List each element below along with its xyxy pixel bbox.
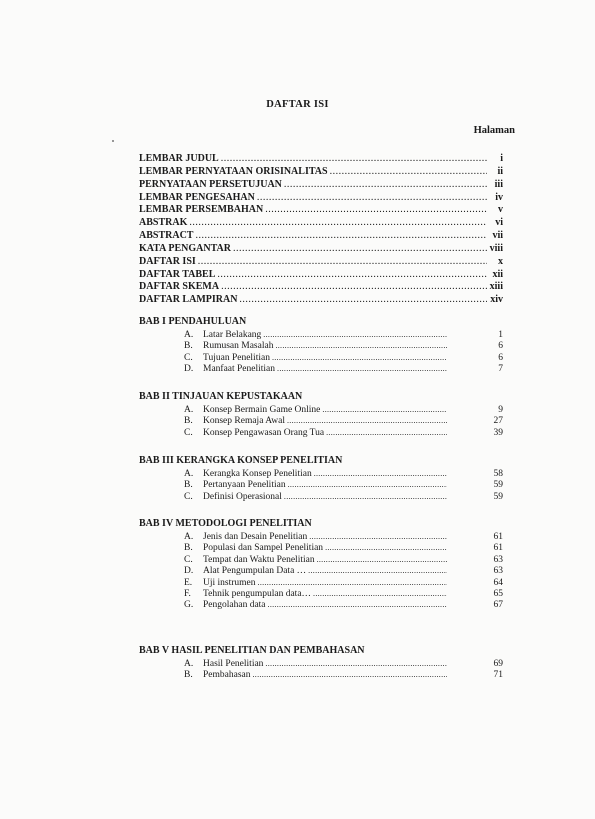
dot-leader: [322, 405, 447, 414]
chapter-block: [139, 455, 503, 503]
toc-entry: [139, 153, 503, 166]
subentry-page: 6: [498, 352, 503, 363]
subentry-label: Konsep Remaja Awal: [203, 416, 285, 427]
toc-entry-page: iv: [495, 191, 503, 203]
subentry-letter: C.: [184, 427, 193, 438]
chapter-heading: BAB II TINJAUAN KEPUSTAKAAN: [139, 391, 303, 402]
dot-leader: [265, 659, 447, 668]
toc-subentry: [139, 480, 503, 491]
toc-subentry: [139, 532, 503, 543]
dot-leader: [272, 353, 447, 362]
dot-leader: [257, 192, 487, 203]
dot-leader: [195, 230, 487, 241]
dot-leader: [314, 469, 447, 478]
subentry-letter: G.: [184, 600, 194, 611]
subentry-letter: C.: [184, 352, 193, 363]
dot-leader: [288, 480, 447, 489]
subentry-letter: B.: [184, 670, 193, 681]
subentry-page: 61: [493, 532, 503, 542]
toc-entry-page: x: [498, 255, 503, 267]
toc-entry-page: xii: [492, 268, 503, 280]
toc-entry: [139, 256, 503, 269]
subentry-label: Tempat dan Waktu Penelitian: [203, 554, 315, 565]
page-title: DAFTAR ISI: [266, 99, 329, 110]
toc-subentry: [139, 659, 503, 670]
toc-subentry: [139, 566, 503, 577]
subentry-letter: F.: [184, 588, 191, 599]
subentry-letter: C.: [184, 554, 193, 565]
scan-speck: [112, 140, 114, 142]
dot-leader: [253, 670, 448, 679]
subentry-page: 6: [498, 341, 503, 352]
dot-leader: [330, 166, 487, 177]
subentry-letter: A.: [184, 659, 194, 669]
toc-entry-page: iii: [494, 178, 503, 190]
toc-subentry: [139, 555, 503, 566]
subentry-page: 67: [493, 600, 503, 611]
subentry-letter: B.: [184, 341, 193, 352]
toc-entry-label: ABSTRAK: [139, 217, 188, 229]
chapter-heading: BAB V HASIL PENELITIAN DAN PEMBAHASAN: [139, 645, 365, 656]
subentry-page: 63: [493, 566, 503, 577]
subentry-letter: D.: [184, 364, 194, 375]
subentry-letter: D.: [184, 566, 194, 577]
subentry-letter: B.: [184, 480, 193, 491]
subentry-letter: B.: [184, 543, 193, 554]
subentry-label: Rumusan Masalah: [203, 341, 274, 352]
subentry-label: Tujuan Penelitian: [203, 352, 270, 363]
subentry-label: Jenis dan Desain Penelitian: [203, 532, 308, 542]
subentry-label: Hasil Penelitian: [203, 659, 264, 669]
subentry-label: Uji instrumen: [203, 577, 256, 588]
toc-subentry: [139, 341, 503, 352]
toc-entry-label: LEMBAR PERNYATAAN ORISINALITAS: [139, 165, 328, 177]
toc-entry-page: xiii: [489, 281, 503, 293]
subentry-page: 59: [493, 491, 503, 502]
subentry-page: 61: [493, 543, 503, 554]
toc-entry-label: DAFTAR TABEL: [139, 268, 216, 280]
dot-leader: [263, 330, 447, 339]
toc-subentry: [139, 578, 503, 589]
subentry-label: Konsep Bermain Game Online: [203, 405, 321, 415]
subentry-label: Kerangka Konsep Penelitian: [203, 469, 312, 479]
subentry-label: Pembahasan: [203, 670, 251, 681]
toc-entry-page: vii: [492, 230, 503, 242]
subentry-letter: A.: [184, 532, 194, 542]
page-column-label: Halaman: [473, 125, 515, 136]
subentry-page: 58: [493, 469, 503, 479]
chapter-heading: BAB III KERANGKA KONSEP PENELITIAN: [139, 455, 343, 466]
toc-entry: [139, 243, 503, 256]
dot-leader: [313, 589, 447, 598]
toc-entry-label: DAFTAR LAMPIRAN: [139, 294, 238, 306]
toc-entry: [139, 204, 503, 217]
toc-entry: [139, 294, 503, 307]
subentry-page: 59: [493, 480, 503, 491]
toc-entry-label: DAFTAR SKEMA: [139, 281, 220, 293]
dot-leader: [189, 217, 487, 228]
dot-leader: [221, 281, 487, 292]
dot-leader: [217, 269, 487, 280]
dot-leader: [308, 566, 447, 575]
dot-leader: [221, 153, 487, 164]
dot-leader: [317, 555, 447, 564]
toc-entry-page: ii: [497, 165, 503, 177]
dot-leader: [284, 492, 447, 501]
subentry-label: Pengolahan data: [203, 600, 266, 611]
toc-entry-label: PERNYATAAN PERSETUJUAN: [139, 178, 282, 190]
dot-leader: [268, 600, 447, 609]
subentry-label: Definisi Operasional: [203, 491, 282, 502]
toc-subentry: [139, 589, 503, 600]
subentry-page: 39: [493, 427, 503, 438]
toc-subentry: [139, 364, 503, 375]
toc-entry-page: viii: [489, 242, 503, 254]
dot-leader: [198, 256, 487, 267]
dot-leader: [277, 364, 447, 373]
toc-entry: [139, 192, 503, 205]
toc-entry-label: ABSTRACT: [139, 230, 194, 242]
dot-leader: [239, 294, 487, 305]
subentry-letter: A.: [184, 405, 194, 415]
front-matter-list: [139, 153, 503, 307]
toc-subentry: [139, 469, 503, 480]
toc-subentry: [139, 405, 503, 416]
dot-leader: [233, 243, 487, 254]
chapter-block: [139, 316, 503, 376]
subentry-label: Latar Belakang: [203, 330, 262, 340]
subentry-page: 7: [498, 364, 503, 375]
toc-entry-page: xiv: [490, 294, 503, 306]
chapter-heading: BAB I PENDAHULUAN: [139, 316, 247, 327]
toc-subentry: [139, 543, 503, 554]
subentry-page: 9: [498, 405, 503, 415]
dot-leader: [287, 416, 447, 425]
chapter-block: [139, 391, 503, 439]
dot-leader: [309, 532, 447, 541]
toc-subentry: [139, 428, 503, 439]
subentry-label: Alat Pengumpulan Data …: [203, 566, 307, 577]
toc-subentry: [139, 416, 503, 427]
subentry-label: Manfaat Penelitian: [203, 364, 276, 375]
toc-entry-label: LEMBAR PERSEMBAHAN: [139, 204, 264, 216]
toc-entry-page: vi: [495, 217, 503, 229]
chapter-heading: BAB IV METODOLOGI PENELITIAN: [139, 518, 312, 529]
dot-leader: [325, 543, 447, 552]
subentry-label: Populasi dan Sampel Penelitian: [203, 543, 324, 554]
chapter-block: [139, 518, 503, 612]
dot-leader: [265, 204, 487, 215]
toc-subentry: [139, 670, 503, 681]
toc-entry-label: DAFTAR ISI: [139, 255, 196, 267]
toc-entry: [139, 281, 503, 294]
subentry-label: Tehnik pengumpulan data…: [203, 588, 312, 599]
subentry-letter: A.: [184, 469, 194, 479]
dot-leader: [284, 179, 487, 190]
subentry-label: Konsep Pengawasan Orang Tua: [203, 427, 325, 438]
toc-entry: [139, 217, 503, 230]
toc-entry: [139, 269, 503, 282]
toc-entry: [139, 179, 503, 192]
toc-entry-label: LEMBAR JUDUL: [139, 153, 219, 164]
subentry-letter: B.: [184, 416, 193, 427]
subentry-letter: A.: [184, 330, 194, 340]
toc-subentry: [139, 600, 503, 611]
toc-subentry: [139, 492, 503, 503]
toc-entry-label: KATA PENGANTAR: [139, 242, 231, 254]
dot-leader: [326, 428, 447, 437]
subentry-page: 63: [493, 554, 503, 565]
chapter-block: [139, 645, 503, 682]
dot-leader: [275, 341, 447, 350]
subentry-letter: C.: [184, 491, 193, 502]
subentry-page: 1: [498, 330, 503, 340]
toc-entry: [139, 166, 503, 179]
subentry-label: Pertanyaan Penelitian: [203, 480, 286, 491]
subentry-page: 64: [493, 577, 503, 588]
subentry-page: 69: [493, 659, 503, 669]
toc-subentry: [139, 353, 503, 364]
subentry-page: 71: [493, 670, 503, 681]
toc-subentry: [139, 330, 503, 341]
toc-entry-page: v: [498, 204, 503, 216]
subentry-letter: E.: [184, 577, 193, 588]
dot-leader: [258, 578, 447, 587]
toc-entry-page: i: [500, 153, 503, 164]
subentry-page: 27: [493, 416, 503, 427]
toc-entry: [139, 230, 503, 243]
subentry-page: 65: [493, 588, 503, 599]
toc-entry-label: LEMBAR PENGESAHAN: [139, 191, 255, 203]
